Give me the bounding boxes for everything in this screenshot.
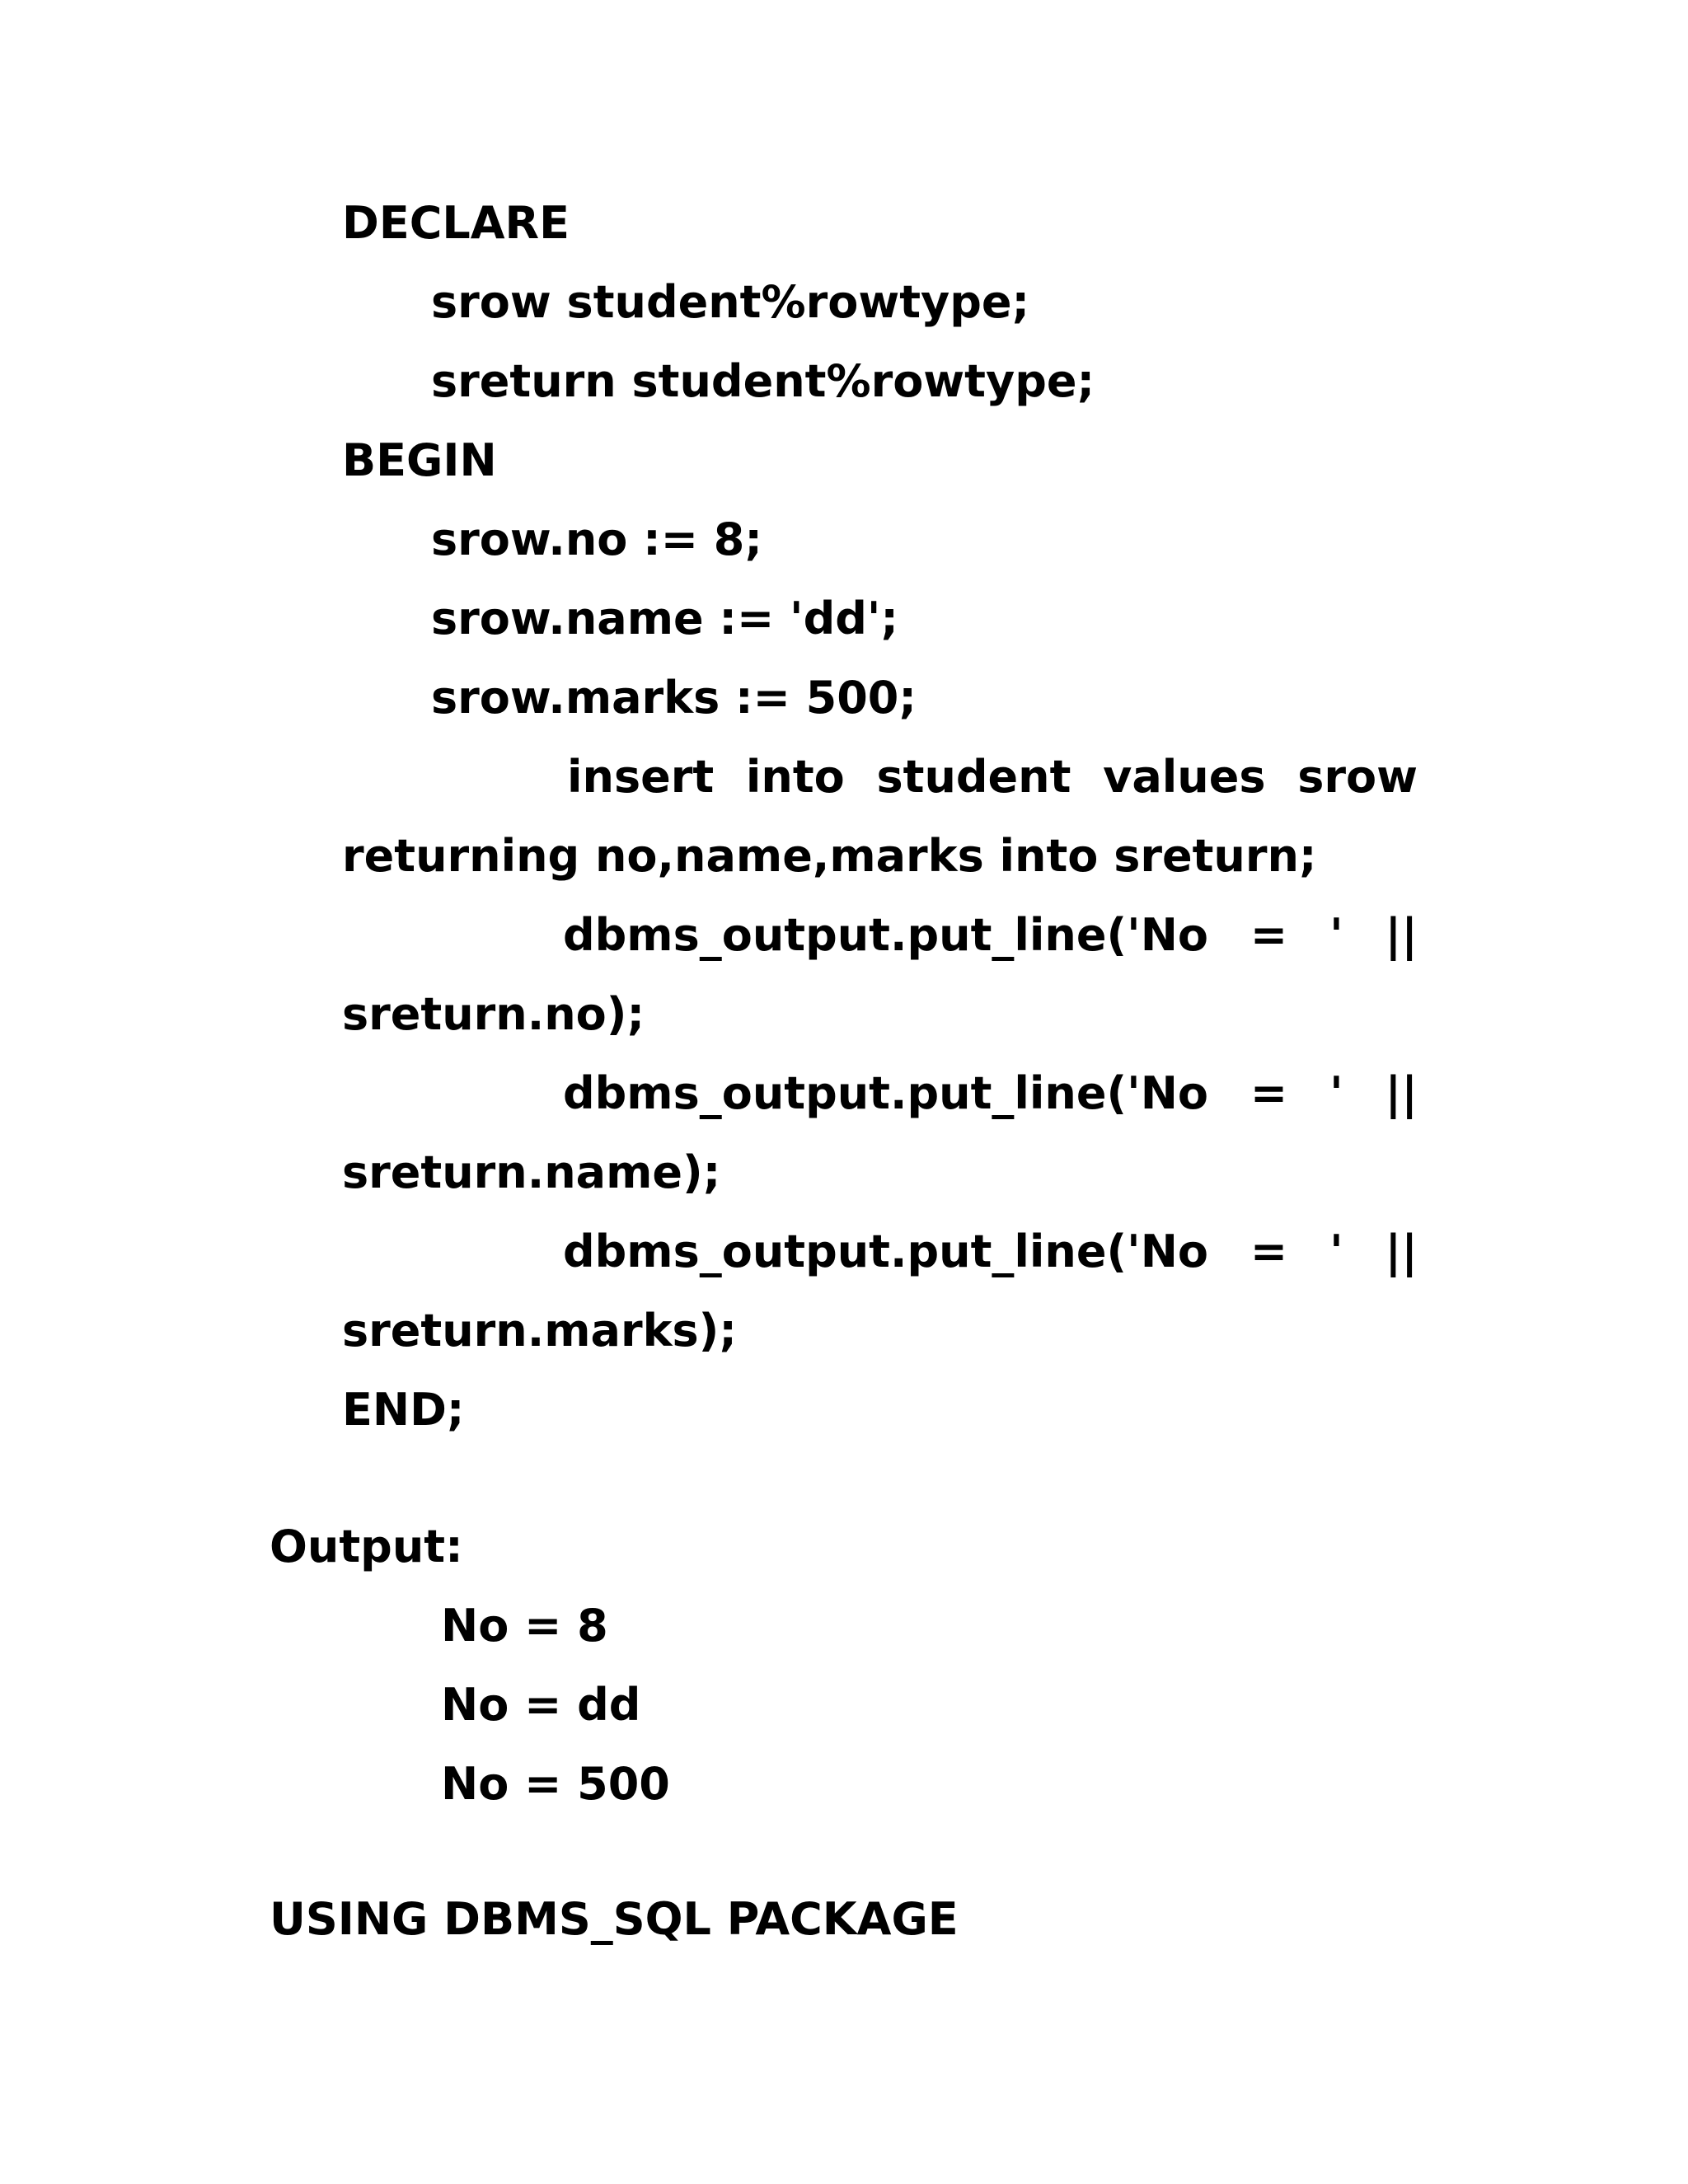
code-decl-srow: srow student%rowtype; [431, 276, 1030, 328]
section-heading: USING DBMS_SQL PACKAGE [270, 1893, 959, 1945]
code-insert-word: values [1103, 751, 1266, 803]
code-put-line-equals: = [1250, 1067, 1288, 1119]
code-keyword-declare: DECLARE [342, 197, 570, 249]
code-insert-word: insert [567, 751, 715, 803]
code-put-line-equals: = [1250, 909, 1288, 961]
code-put-line-marks [563, 1226, 1418, 1277]
code-put-line-call: dbms_output.put_line('No [563, 1067, 1208, 1119]
code-put-line-name [563, 1067, 1418, 1119]
code-put-line-call: dbms_output.put_line('No [563, 1226, 1208, 1277]
output-line: No = dd [441, 1679, 641, 1731]
code-put-line-concat: || [1385, 1226, 1418, 1277]
code-put-line-quote: ' [1329, 1067, 1343, 1119]
code-keyword-end: END; [342, 1384, 465, 1436]
code-insert-word: student [876, 751, 1071, 803]
code-insert-statement [567, 751, 1418, 803]
code-decl-sreturn: sreturn student%rowtype; [431, 355, 1095, 407]
code-put-line-equals: = [1250, 1226, 1288, 1277]
output-line: No = 500 [441, 1758, 670, 1810]
code-assign-no: srow.no := 8; [431, 513, 762, 565]
code-keyword-begin: BEGIN [342, 434, 497, 486]
code-put-line-name-continuation: sreturn.name); [342, 1146, 721, 1198]
code-put-line-quote: ' [1329, 1226, 1343, 1277]
output-line: No = 8 [441, 1600, 608, 1652]
output-heading: Output: [270, 1521, 463, 1572]
code-insert-word: into [745, 751, 845, 803]
code-put-line-concat: || [1385, 1067, 1418, 1119]
code-insert-word: srow [1297, 751, 1418, 803]
code-put-line-concat: || [1385, 909, 1418, 961]
code-assign-marks: srow.marks := 500; [431, 672, 917, 724]
code-put-line-quote: ' [1329, 909, 1343, 961]
code-put-line-no [563, 909, 1418, 961]
code-put-line-no-continuation: sreturn.no); [342, 988, 645, 1040]
code-insert-continuation: returning no,name,marks into sreturn; [342, 830, 1317, 882]
code-assign-name: srow.name := 'dd'; [431, 593, 898, 644]
code-put-line-marks-continuation: sreturn.marks); [342, 1305, 737, 1357]
code-put-line-call: dbms_output.put_line('No [563, 909, 1208, 961]
